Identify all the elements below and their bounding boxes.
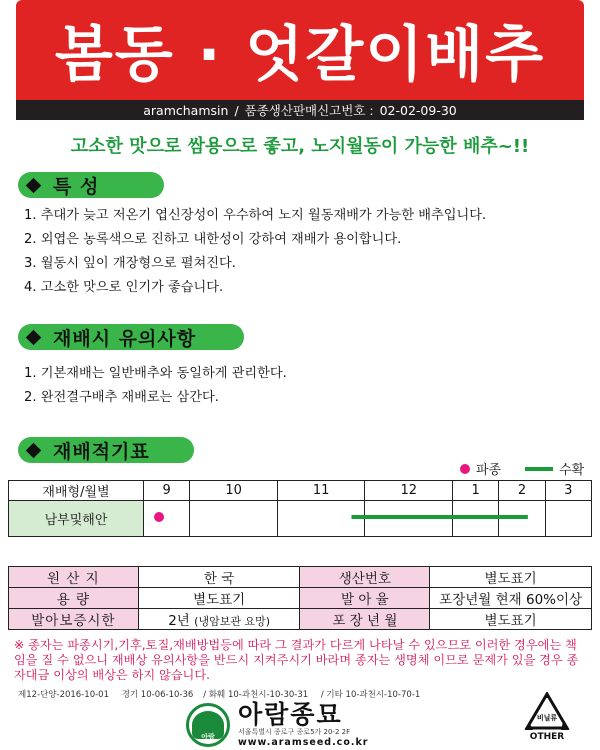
lot-value: 별도표기 <box>430 567 592 588</box>
guarantee-value: 2년 <box>168 613 190 629</box>
schedule-row <box>9 501 592 537</box>
footer-other: / 기타 10-과천시-10-70-1 <box>320 690 421 700</box>
schedule-cell <box>365 501 453 537</box>
origin-value: 한 국 <box>138 567 300 588</box>
harvest-line-icon <box>525 467 553 471</box>
origin-label: 원 산 지 <box>9 567 139 588</box>
guarantee-label: 발아보증시한 <box>9 609 139 630</box>
registration-number: 02-02-09-30 <box>379 102 457 118</box>
schedule-cell <box>190 501 278 537</box>
company-brand <box>186 702 368 748</box>
volume-value: 별도표기 <box>138 588 300 609</box>
schedule-header-label: 재배형/월별 <box>9 481 144 501</box>
recycle-mark <box>523 692 571 740</box>
schedule-cell <box>499 501 545 537</box>
company-address: 서울특별시 종로구 종로5가 20-2 2F <box>238 728 351 736</box>
slogan: 고소한 맛으로 쌈용으로 좋고, 노지월동이 가능한 배추~!! <box>70 136 530 157</box>
info-table <box>8 566 592 630</box>
schedule-header-row <box>9 481 592 501</box>
warning-notice: ※ 종자는 파종시기,기후,토질,재배방법등에 따라 그 결과가 다르게 나타날 수 있으므로 이러한 경우에는 책임을 질 수 없으니 재배상 유의사항을 반드시 지켜주시기 바라며 종자는 생명체 이므로 문제가 있을 경우 종자대금 이상의 배상은 하지 않습니다. <box>14 638 579 682</box>
legend-sowing: 파종 <box>476 463 502 478</box>
features-heading: 특 성 <box>18 172 164 198</box>
month-cell: 10 <box>190 481 278 501</box>
list-item: 4. 고소한 맛으로 인기가 좋습니다. <box>24 280 224 295</box>
cautions-heading: 재배시 유의사항 <box>18 324 244 350</box>
company-name: 아람종묘 <box>238 700 343 729</box>
diamond-icon <box>26 329 42 345</box>
company-website[interactable]: www.aramseed.co.kr <box>238 737 369 748</box>
germination-value: 포장년월 현재 60%이상 <box>430 588 592 609</box>
lot-label: 생산번호 <box>300 567 430 588</box>
cautions-list <box>24 362 287 410</box>
pack-value: 별도표기 <box>430 609 592 630</box>
guarantee-value-cell <box>138 609 300 630</box>
month-cell: 1 <box>453 481 499 501</box>
schedule-row-label: 남부및해안 <box>9 501 144 537</box>
features-list <box>24 204 486 300</box>
list-item: 1. 기본재배는 일반배추와 동일하게 관리한다. <box>24 366 287 381</box>
germination-label: 발 아 율 <box>300 588 430 609</box>
schedule-legend <box>460 459 584 478</box>
list-item: 3. 월동시 잎이 개장형으로 펼쳐진다. <box>24 256 236 271</box>
schedule-cell <box>453 501 499 537</box>
product-title: 봄동 · 엇갈이배추 <box>54 20 546 90</box>
schedule-cell <box>545 501 591 537</box>
doc-code: 제12-단양-2016-10-01 <box>18 690 109 700</box>
list-item: 1. 추대가 늦고 저온기 엽신장성이 우수하여 노지 월동재배가 가능한 배추입니다. <box>24 208 487 223</box>
month-cell: 12 <box>365 481 453 501</box>
info-row <box>9 609 592 630</box>
info-row <box>9 588 592 609</box>
recycle-icon <box>523 692 571 732</box>
schedule-heading: 재배적기표 <box>18 437 194 463</box>
logo-text: 아람 <box>201 733 215 741</box>
pack-label: 포 장 년 월 <box>300 609 430 630</box>
brand-id: aramchamsin <box>143 102 229 118</box>
info-row <box>9 567 592 588</box>
diamond-icon <box>26 177 42 193</box>
registration-label: 품종생산판매신고번호 : <box>244 103 374 118</box>
list-item: 2. 외엽은 농록색으로 진하고 내한성이 강하여 재배가 용이합니다. <box>24 232 402 247</box>
guarantee-note: (냉암보관 요망) <box>194 615 270 628</box>
registration-footer <box>18 688 430 700</box>
recycle-label: OTHER <box>529 732 565 742</box>
recycle-material: 비닐류 <box>536 714 558 722</box>
footer-gyeonggi: 경기 10-06-10-36 <box>121 690 194 700</box>
month-cell: 2 <box>499 481 545 501</box>
sowing-dot-icon <box>460 464 470 474</box>
diamond-icon <box>26 442 42 458</box>
list-item: 2. 완전결구배추 재배로는 삼간다. <box>24 390 219 405</box>
title-banner <box>16 0 584 100</box>
legend-harvest: 수확 <box>559 463 585 478</box>
company-logo-icon <box>186 703 230 747</box>
registration-bar <box>16 100 584 120</box>
separator: / <box>234 102 239 118</box>
volume-label: 용 량 <box>9 588 139 609</box>
schedule-cell <box>144 501 190 537</box>
footer-hwaseong: / 화훼 10-과천시-10-30-31 <box>203 690 309 700</box>
month-cell: 11 <box>277 481 365 501</box>
month-cell: 3 <box>545 481 591 501</box>
schedule-table <box>8 480 592 537</box>
schedule-cell <box>277 501 365 537</box>
month-cell: 9 <box>144 481 190 501</box>
